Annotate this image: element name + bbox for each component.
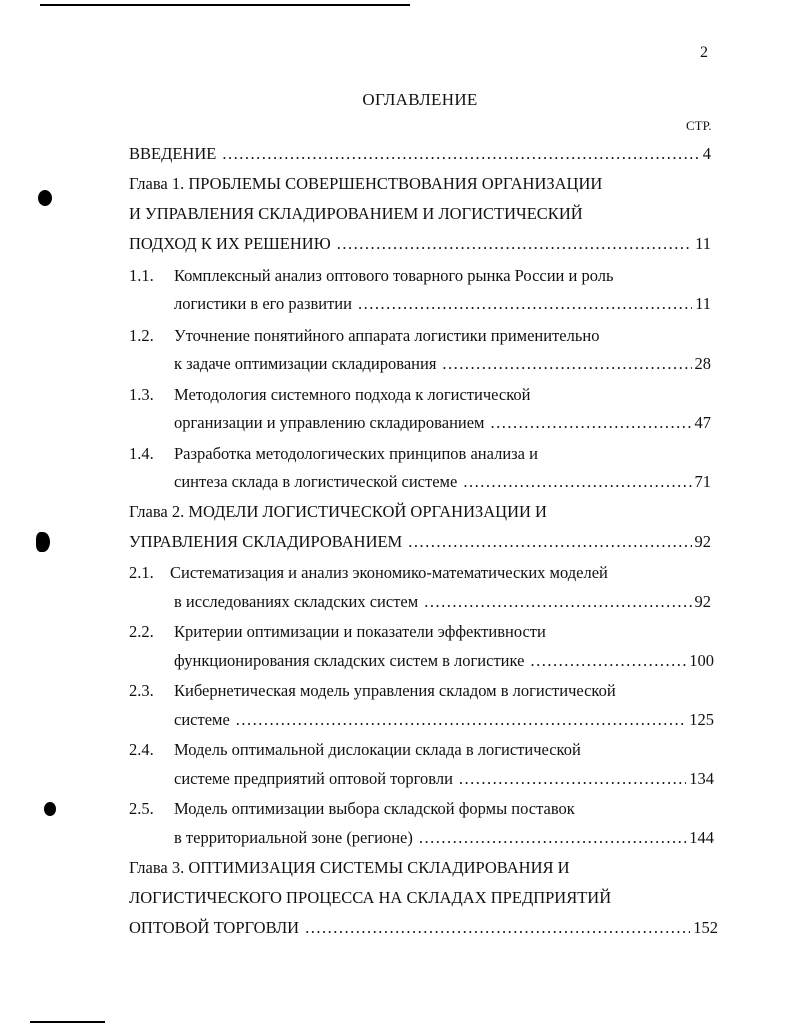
page-title: ОГЛАВЛЕНИЕ xyxy=(362,90,478,109)
leader-dots xyxy=(459,769,686,789)
toc-entry-page: 152 xyxy=(693,918,718,937)
section-title-line: Модель оптимизации выбора складской формы поставок xyxy=(174,799,575,818)
toc-entry-2-1 xyxy=(174,592,711,616)
punch-hole-mark-1 xyxy=(38,190,52,206)
section-title-line: Кибернетическая модель управления складом в логистической xyxy=(174,681,616,700)
section-title-line: Систематизация и анализ экономико-математических моделей xyxy=(170,563,608,582)
toc-entry-page: 92 xyxy=(694,592,711,611)
toc-entry-chapter3 xyxy=(129,918,718,942)
toc-entry-chapter1 xyxy=(129,234,711,258)
page-number: 2 xyxy=(700,44,708,61)
section-number: 2.1. xyxy=(129,563,154,582)
section-number: 2.3. xyxy=(129,681,154,700)
toc-entry-text: ВВЕДЕНИЕ xyxy=(129,144,217,163)
section-title-line: Методология системного подхода к логистической xyxy=(174,385,531,404)
toc-entry-1-4 xyxy=(174,472,711,496)
section-number: 2.4. xyxy=(129,740,154,759)
toc-entry-2-2 xyxy=(174,651,714,675)
toc-entry-page: 47 xyxy=(694,413,711,432)
toc-entry-text: к задаче оптимизации складирования xyxy=(174,354,437,373)
leader-dots xyxy=(305,918,690,938)
leader-dots xyxy=(222,144,699,164)
toc-entry-page: 92 xyxy=(694,532,711,551)
section-title-line: Разработка методологических принципов анализа и xyxy=(174,444,538,463)
toc-entry-text: УПРАВЛЕНИЯ СКЛАДИРОВАНИЕМ xyxy=(129,532,403,551)
leader-dots xyxy=(491,413,692,433)
section-number: 1.3. xyxy=(129,385,154,404)
toc-entry-1-2 xyxy=(174,354,711,378)
toc-entry-2-3 xyxy=(174,710,714,734)
leader-dots xyxy=(358,294,692,314)
toc-entry-page: 11 xyxy=(695,234,711,253)
scan-bottom-line xyxy=(30,1021,105,1023)
leader-dots xyxy=(236,710,686,730)
punch-hole-mark-3 xyxy=(44,802,56,816)
chapter-heading-line: И УПРАВЛЕНИЯ СКЛАДИРОВАНИЕМ И ЛОГИСТИЧЕСКИЙ xyxy=(129,204,583,223)
toc-entry-text: ПОДХОД К ИХ РЕШЕНИЮ xyxy=(129,234,331,253)
toc-entry-text: в исследованиях складских систем xyxy=(174,592,419,611)
toc-entry-text: синтеза склада в логистической системе xyxy=(174,472,458,491)
punch-hole-mark-2 xyxy=(36,532,50,552)
leader-dots xyxy=(337,234,692,254)
chapter-heading-line: Глава 1. ПРОБЛЕМЫ СОВЕРШЕНСТВОВАНИЯ ОРГАНИЗАЦИИ xyxy=(129,174,603,193)
toc-entry-2-5 xyxy=(174,828,714,852)
section-title-line: Уточнение понятийного аппарата логистики применительно xyxy=(174,326,600,345)
toc-entry-text: ОПТОВОЙ ТОРГОВЛИ xyxy=(129,918,300,937)
leader-dots xyxy=(419,828,686,848)
toc-entry-page: 134 xyxy=(689,769,714,788)
toc-entry-text: организации и управлению складированием xyxy=(174,413,485,432)
leader-dots xyxy=(408,532,691,552)
toc-entry-intro xyxy=(129,144,711,168)
toc-entry-page: 144 xyxy=(689,828,714,847)
scan-top-line xyxy=(40,4,410,6)
leader-dots xyxy=(442,354,691,374)
chapter-heading-line: Глава 3. ОПТИМИЗАЦИЯ СИСТЕМЫ СКЛАДИРОВАНИЯ И xyxy=(129,858,570,877)
toc-entry-1-1 xyxy=(174,294,711,318)
section-number: 1.1. xyxy=(129,266,154,285)
section-number: 2.2. xyxy=(129,622,154,641)
section-title-line: Модель оптимальной дислокации склада в логистической xyxy=(174,740,581,759)
toc-entry-2-4 xyxy=(174,769,714,793)
toc-entry-page: 100 xyxy=(689,651,714,670)
toc-entry-text: системе предприятий оптовой торговли xyxy=(174,769,453,788)
toc-entry-text: функционирования складских систем в логистике xyxy=(174,651,525,670)
toc-entry-page: 4 xyxy=(702,144,711,163)
toc-entry-page: 71 xyxy=(694,472,711,491)
toc-entry-page: 11 xyxy=(695,294,711,313)
toc-entry-text: системе xyxy=(174,710,230,729)
section-number: 2.5. xyxy=(129,799,154,818)
leader-dots xyxy=(424,592,691,612)
section-title-line: Комплексный анализ оптового товарного рынка России и роль xyxy=(174,266,614,285)
toc-entry-text: логистики в его развитии xyxy=(174,294,352,313)
toc-entry-page: 125 xyxy=(689,710,714,729)
section-number: 1.4. xyxy=(129,444,154,463)
section-title-line: Критерии оптимизации и показатели эффективности xyxy=(174,622,546,641)
leader-dots xyxy=(530,651,686,671)
toc-entry-1-3 xyxy=(174,413,711,437)
section-number: 1.2. xyxy=(129,326,154,345)
leader-dots xyxy=(463,472,691,492)
chapter-heading-line: Глава 2. МОДЕЛИ ЛОГИСТИЧЕСКОЙ ОРГАНИЗАЦИИ И xyxy=(129,502,547,521)
toc-entry-text: в территориальной зоне (регионе) xyxy=(174,828,413,847)
toc-entry-page: 28 xyxy=(694,354,711,373)
chapter-heading-line: ЛОГИСТИЧЕСКОГО ПРОЦЕССА НА СКЛАДАХ ПРЕДПРИЯТИЙ xyxy=(129,888,612,907)
toc-entry-chapter2 xyxy=(129,532,711,556)
page-column-label: СТР. xyxy=(686,118,712,133)
